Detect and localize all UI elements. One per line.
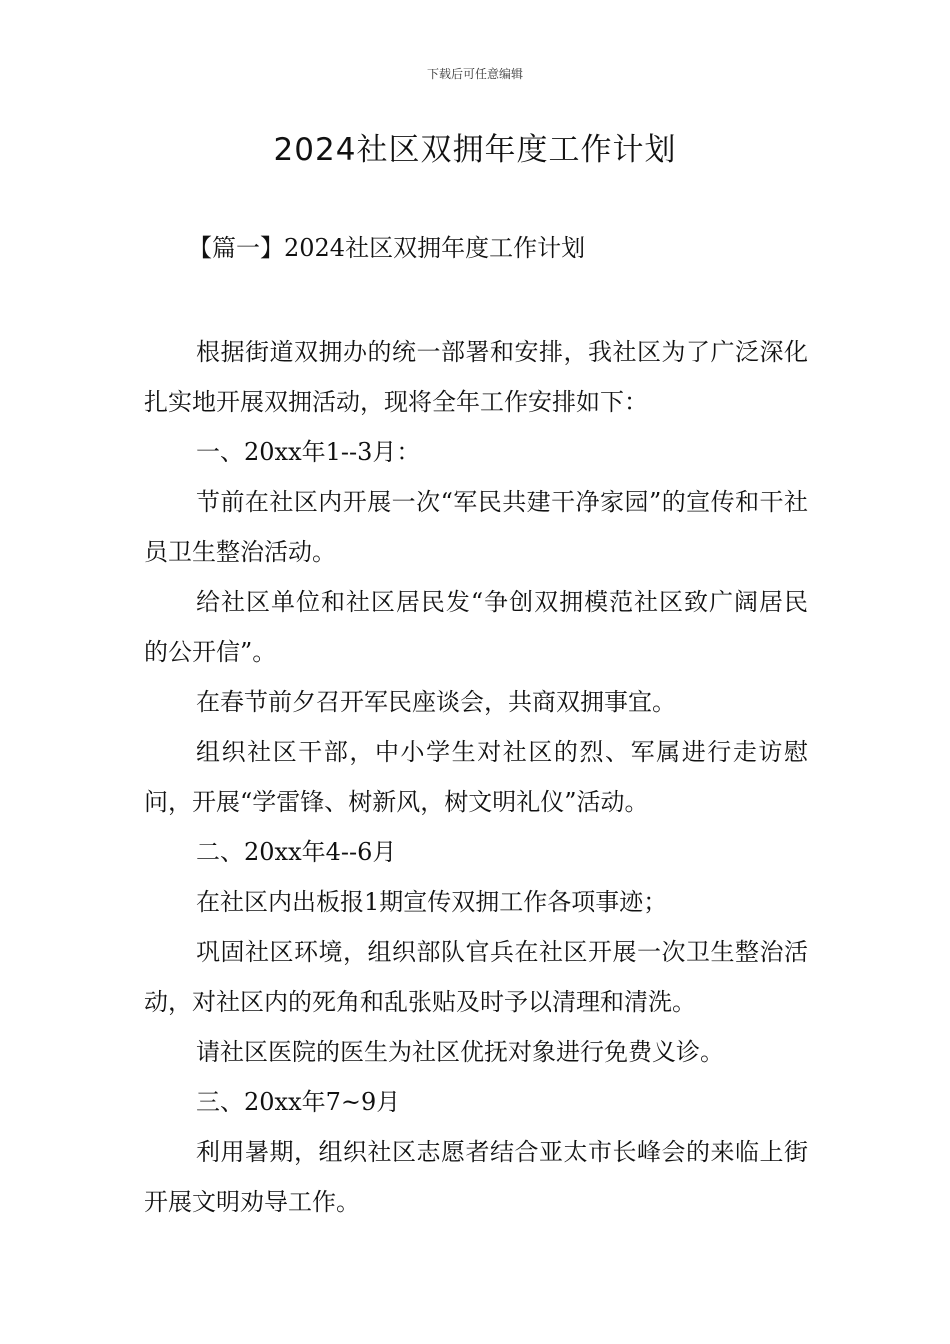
paragraph-q1-item-4: 组织社区干部，中小学生对社区的烈、军属进行走访慰问，开展“学雷锋、树新风，树文明礼仪”活动。 — [144, 738, 808, 816]
subheading-q3: 三、20xx年7~9月 — [196, 1088, 401, 1116]
paragraph-q1-item-3: 在春节前夕召开军民座谈会，共商双拥事宜。 — [196, 688, 676, 716]
document-title: 2024社区双拥年度工作计划 — [273, 132, 677, 168]
paragraph-q2-item-3: 请社区医院的医生为社区优抚对象进行免费义诊。 — [196, 1038, 724, 1066]
paragraph-q1-item-2: 给社区单位和社区居民发“争创双拥模范社区致广阔居民的公开信”。 — [144, 588, 808, 666]
paragraph-q2-item-2: 巩固社区环境，组织部队官兵在社区开展一次卫生整治活动，对社区内的死角和乱张贴及时予以清理和清洗。 — [144, 938, 808, 1016]
subheading-q1: 一、20xx年1--3月： — [196, 438, 421, 466]
paragraph-q2-item-1: 在社区内出板报1期宣传双拥工作各项事迹； — [196, 888, 668, 916]
document-body — [144, 327, 808, 1227]
paragraph-q3-item-1: 利用暑期，组织社区志愿者结合亚太市长峰会的来临上街开展文明劝导工作。 — [144, 1138, 808, 1216]
paragraph-intro: 根据街道双拥办的统一部署和安排，我社区为了广泛深化扎实地开展双拥活动，现将全年工作安排如下： — [144, 338, 808, 416]
section-heading: 【篇一】2024社区双拥年度工作计划 — [188, 234, 586, 262]
header-note: 下载后可任意编辑 — [426, 67, 523, 81]
subheading-q2: 二、20xx年4--6月 — [196, 838, 397, 866]
paragraph-q1-item-1: 节前在社区内开展一次“军民共建干净家园”的宣传和干社员卫生整治活动。 — [144, 488, 808, 566]
